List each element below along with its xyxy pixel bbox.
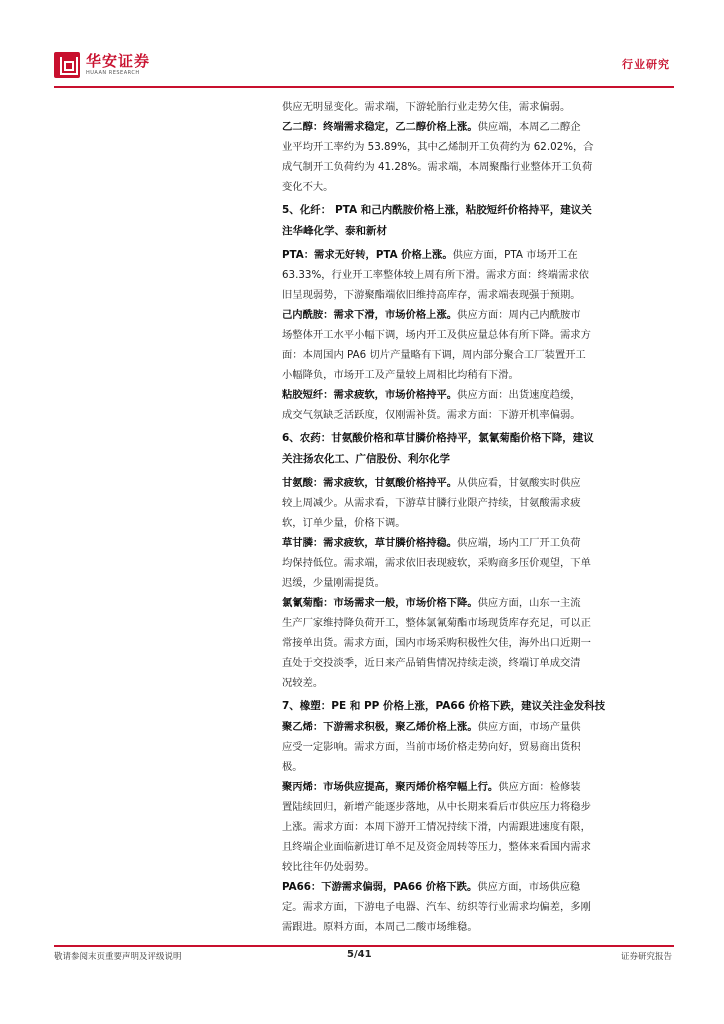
text-line: 上涨。需求方面：本周下游开工情况持续下滑，内需跟进速度有限， <box>282 821 591 833</box>
item-heading: PA66：下游需求偏弱，PA66 价格下跌。 <box>282 881 478 893</box>
text-line: 甘氨酸：需求疲软，甘氨酸价格持平。从供应看，甘氨酸实时供应 <box>282 477 581 489</box>
text-line: 供应无明显变化。需求端，下游轮胎行业走势欠佳，需求偏弱。 <box>282 101 571 113</box>
text-line: 场整体开工水平小幅下调，场内开工及供应量总体有所下降。需求方 <box>282 329 591 341</box>
section-heading: 5、化纤： PTA 和己内酰胺价格上涨，粘胶短纤价格持平，建议关 <box>282 204 592 216</box>
section-heading: 注华峰化学、泰和新材 <box>282 225 387 237</box>
brand-name-cn: 华安证券 <box>86 52 151 70</box>
text-line: PA66：下游需求偏弱，PA66 价格下跌。供应方面，市场供应稳 <box>282 881 581 893</box>
text-line: 且终端企业面临新进订单不足及资金周转等压力，整体来看国内需求 <box>282 841 591 853</box>
text-line: 面：本周国内 PA6 切片产量略有下调，周内部分聚合工厂装置开工 <box>282 349 586 361</box>
text-line: 定。需求方面，下游电子电器、汽车、纺织等行业需求均偏差，多刚 <box>282 901 591 913</box>
text-line: 小幅降负，市场开工及产量较上周相比均稍有下滑。 <box>282 369 519 381</box>
item-heading: 草甘膦：需求疲软，草甘膦价格持稳。 <box>282 537 458 549</box>
header-divider <box>54 86 674 88</box>
brand-name-en: HUAAN RESEARCH <box>86 70 140 76</box>
report-body <box>282 97 674 937</box>
footer-doc-type: 证券研究报告 <box>620 952 672 962</box>
text-line: 较上周减少。从需求看，下游草甘膦行业限产持续，甘氨酸需求疲 <box>282 497 581 509</box>
text-line: 较比往年仍处弱势。 <box>282 861 375 873</box>
text-line: 常接单出货。需求方面，国内市场采购积极性欠佳，海外出口近期一 <box>282 637 591 649</box>
text-line: 直处于交投淡季，近日来产品销售情况持续走淡，终端订单成交清 <box>282 657 581 669</box>
section-heading: 关注扬农化工、广信股份、利尔化学 <box>282 453 450 465</box>
text-line: 粘胶短纤：需求疲软，市场价格持平。供应方面：出货速度趋缓， <box>282 389 581 401</box>
text-line: 变化不大。 <box>282 181 334 193</box>
text-line: 应受一定影响。需求方面，当前市场价格走势向好，贸易商出货积 <box>282 741 581 753</box>
item-heading: 聚丙烯：市场供应提高，聚丙烯价格窄幅上行。 <box>282 781 499 793</box>
item-heading: 己内酰胺：需求下滑，市场价格上涨。 <box>282 309 458 321</box>
text-line: 成气制开工负荷约为 41.28%。需求端，本周聚酯行业整体开工负荷 <box>282 161 593 173</box>
text-line: 成交气氛缺乏活跃度，仅刚需补货。需求方面：下游开机率偏弱。 <box>282 409 581 421</box>
text-line: 聚丙烯：市场供应提高，聚丙烯价格窄幅上行。供应方面：检修装 <box>282 781 581 793</box>
text-line: 氯氰菊酯：市场需求一般，市场价格下降。供应方面，山东一主流 <box>282 597 581 609</box>
item-heading: PTA：需求无好转，PTA 价格上涨。 <box>282 249 453 261</box>
report-category: 行业研究 <box>622 58 670 71</box>
text-line: 置陆续回归，新增产能逐步落地，从中长期来看后市供应压力将稳步 <box>282 801 591 813</box>
text-line: 极。 <box>282 761 303 773</box>
logo-icon <box>54 52 80 78</box>
footer-divider <box>54 945 674 947</box>
text-line: 乙二醇：终端需求稳定，乙二醇价格上涨。供应端，本周乙二醇企 <box>282 121 581 133</box>
text-line: 63.33%，行业开工率整体较上周有所下滑。需求方面：终端需求依 <box>282 269 589 281</box>
item-heading: 粘胶短纤：需求疲软，市场价格持平。 <box>282 389 458 401</box>
text-line: 生产厂家维持降负荷开工，整体氯氰菊酯市场现货库存充足，可以正 <box>282 617 591 629</box>
text-line: 己内酰胺：需求下滑，市场价格上涨。供应方面：周内己内酰胺市 <box>282 309 581 321</box>
item-heading: 乙二醇：终端需求稳定，乙二醇价格上涨。 <box>282 121 478 133</box>
item-heading: 氯氰菊酯：市场需求一般，市场价格下降。 <box>282 597 478 609</box>
page-header <box>54 52 674 94</box>
text-line: PTA：需求无好转，PTA 价格上涨。供应方面，PTA 市场开工在 <box>282 249 578 261</box>
brand-logo <box>54 52 150 78</box>
text-line: 草甘膦：需求疲软，草甘膦价格持稳。供应端，场内工厂开工负荷 <box>282 537 581 549</box>
section-heading: 6、农药：甘氨酸价格和草甘膦价格持平，氯氰菊酯价格下降，建议 <box>282 432 594 444</box>
item-heading: 甘氨酸：需求疲软，甘氨酸价格持平。 <box>282 477 458 489</box>
text-line: 均保持低位。需求端，需求依旧表现疲软，采购商多压价观望，下单 <box>282 557 591 569</box>
text-line: 软，订单少量，价格下调。 <box>282 517 406 529</box>
footer-disclaimer: 敬请参阅末页重要声明及评级说明 <box>54 952 182 962</box>
text-line: 需跟进。原料方面，本周己二酸市场维稳。 <box>282 921 478 933</box>
text-line: 业平均开工率约为 53.89%，其中乙烯制开工负荷约为 62.02%，合 <box>282 141 594 153</box>
page-number: 5/41 <box>347 949 372 960</box>
text-line: 况较差。 <box>282 677 324 689</box>
text-line: 旧呈现弱势，下游聚酯端依旧维持高库存，需求端表现强于预期。 <box>282 289 581 301</box>
text-line: 迟缓，少量刚需提货。 <box>282 577 385 589</box>
section-heading: 7、橡塑：PE 和 PP 价格上涨，PA66 价格下跌，建议关注金发科技 <box>282 700 606 712</box>
text-line: 聚乙烯：下游需求积极，聚乙烯价格上涨。供应方面，市场产量供 <box>282 721 581 733</box>
item-heading: 聚乙烯：下游需求积极，聚乙烯价格上涨。 <box>282 721 478 733</box>
